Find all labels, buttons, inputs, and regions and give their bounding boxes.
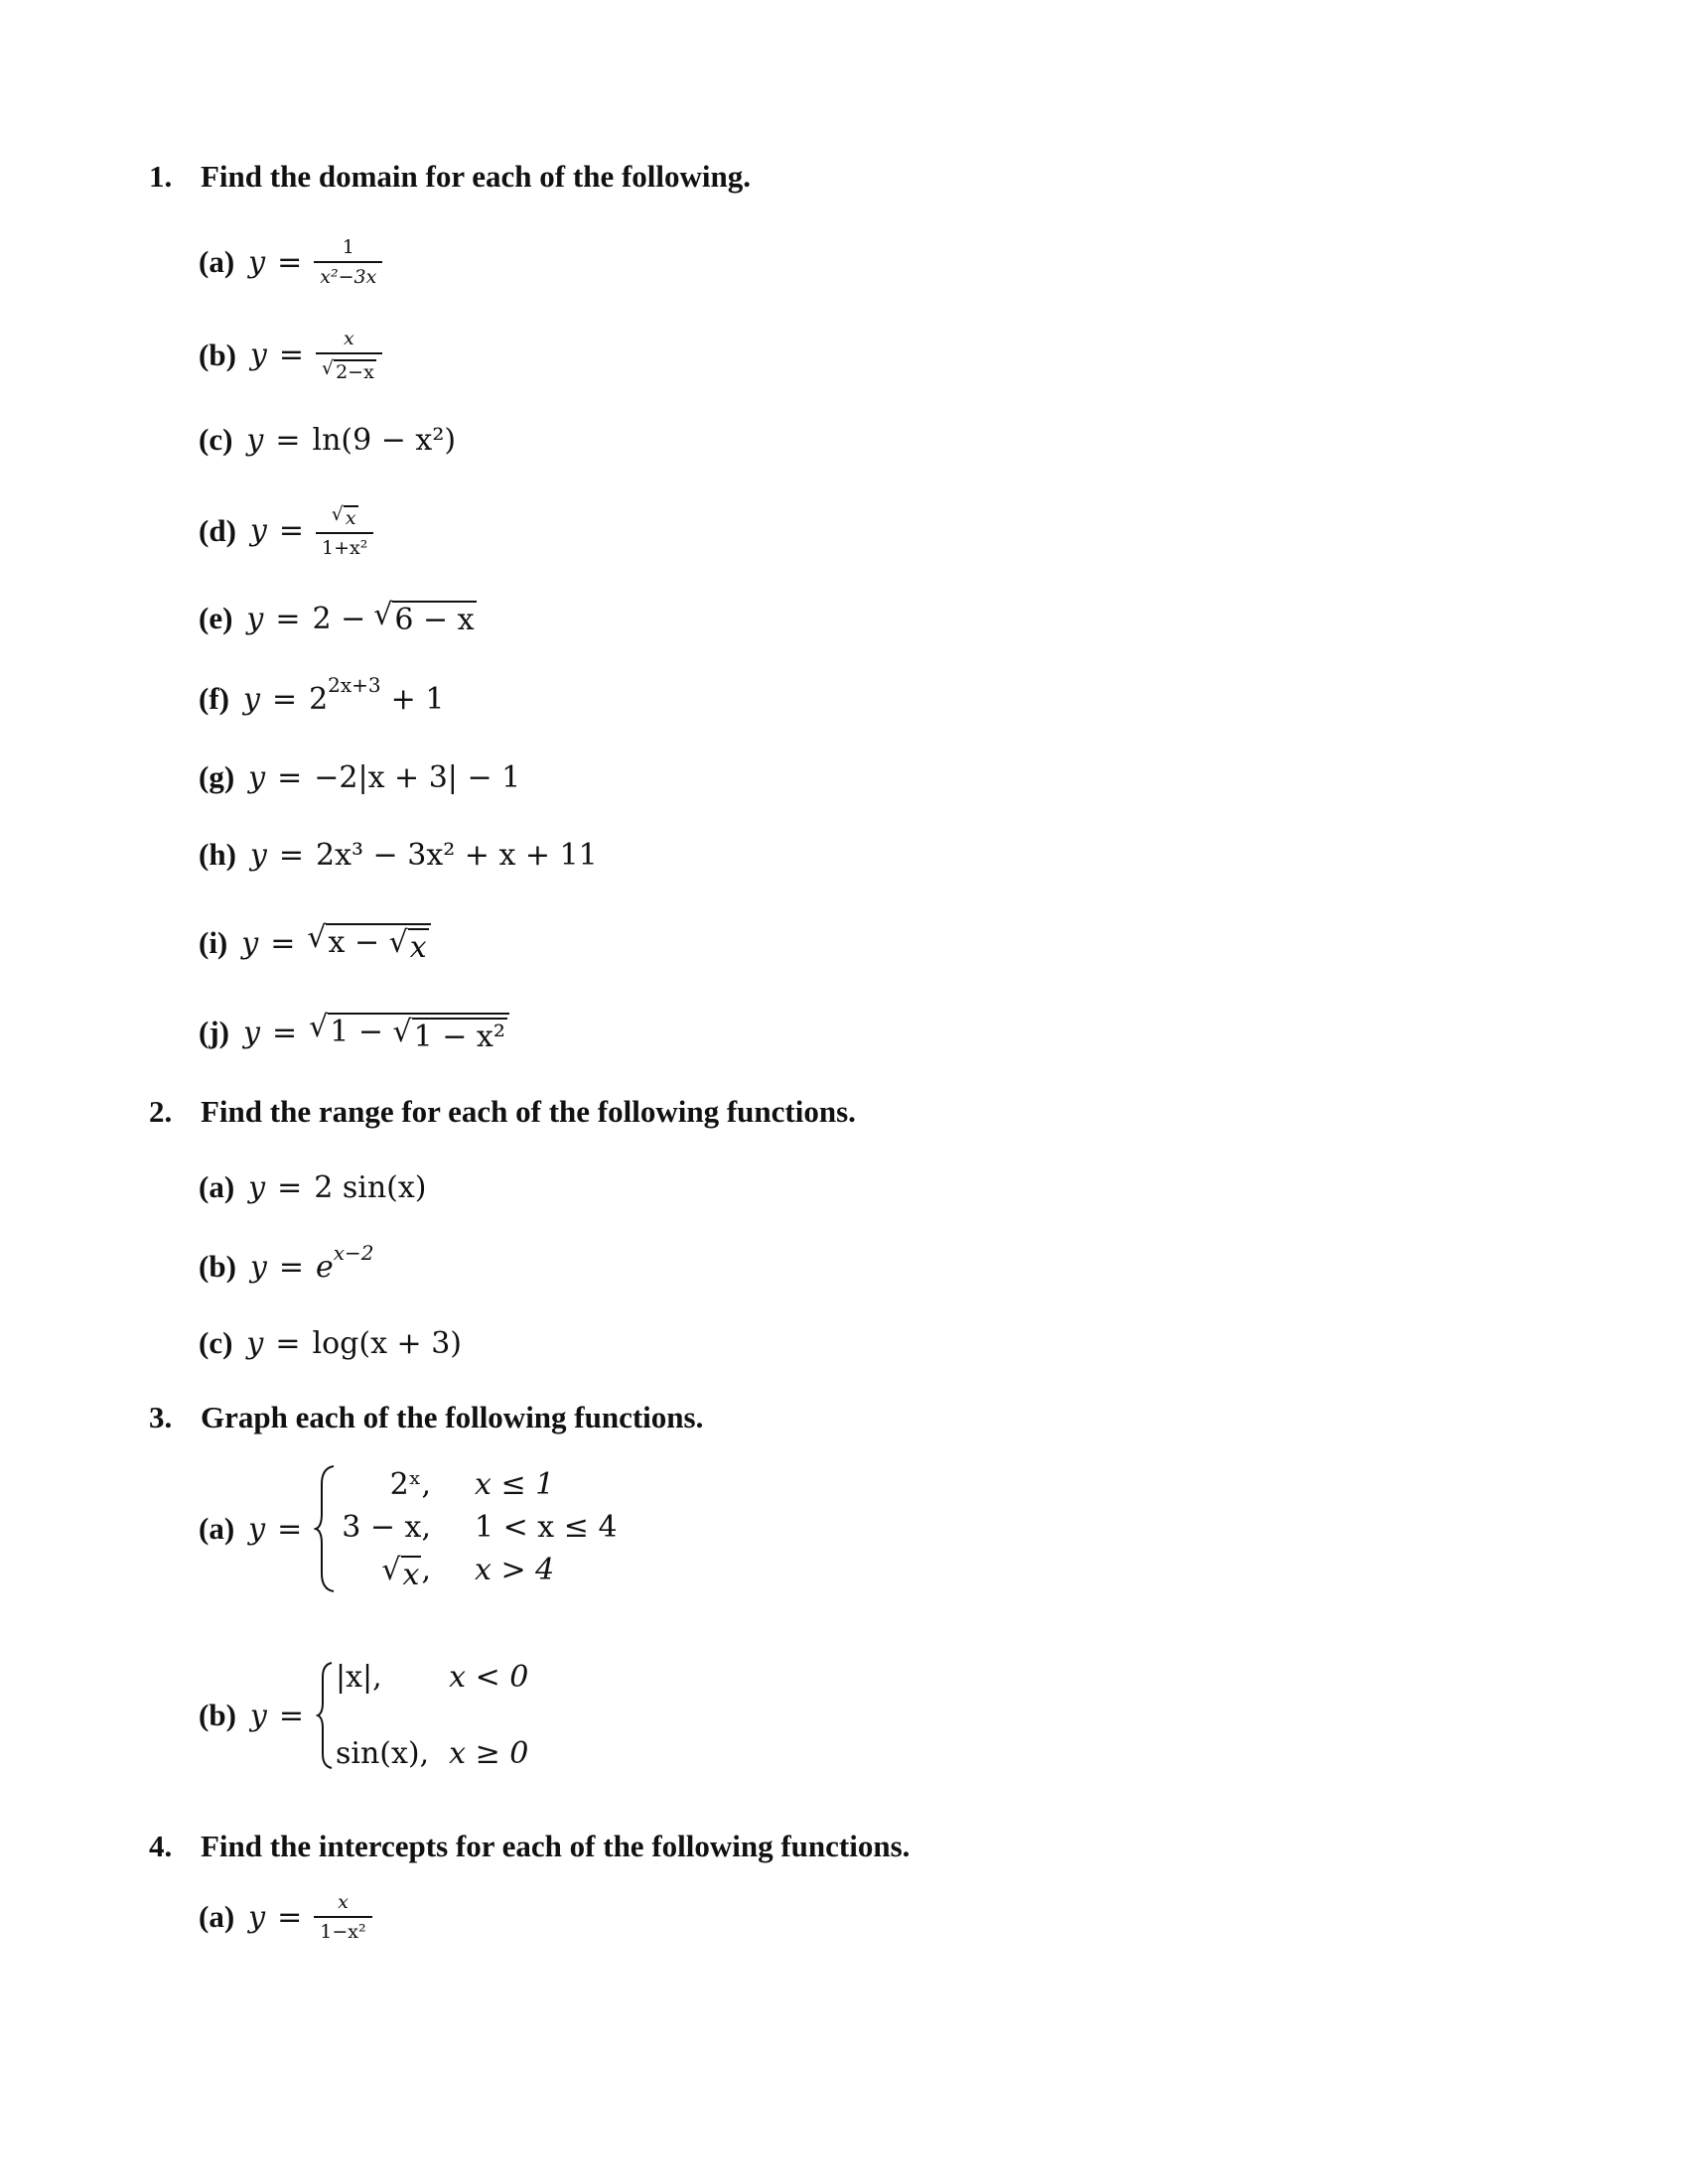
case-condition: x ≤ 1 [475, 1466, 555, 1502]
problem-label: (g) [199, 759, 235, 794]
radical-sign: √ [381, 1552, 401, 1587]
section-title: Find the intercepts for each of the following functions. [201, 1829, 911, 1863]
equals-sign: = [275, 422, 301, 458]
case-expression [342, 1553, 431, 1591]
case-expression: |x|, [335, 1660, 382, 1695]
fraction [314, 1891, 371, 1943]
var-y: y [249, 338, 267, 373]
radicand [326, 923, 430, 964]
outer-square-root [309, 1010, 509, 1054]
radical-sign: √ [392, 1015, 412, 1049]
var-y: y [249, 1249, 267, 1285]
equals-sign: = [271, 681, 298, 717]
equals-sign: = [278, 1698, 304, 1733]
expression: ln(9 − x²) [312, 422, 457, 458]
var-y: y [246, 422, 264, 458]
section-number: 3. [149, 1400, 173, 1434]
var-y: y [248, 1899, 266, 1935]
radical-sign: √ [321, 357, 335, 379]
numerator: x [338, 1891, 349, 1913]
section-number: 1. [149, 159, 173, 194]
radicand: x [402, 1557, 420, 1592]
case-condition: x < 0 [449, 1660, 529, 1695]
var-y: y [242, 1015, 260, 1050]
problem-3b [199, 1660, 528, 1771]
case-expression: sin(x), [335, 1736, 430, 1771]
problem-2b [199, 1241, 374, 1285]
problem-label: (j) [199, 1015, 229, 1050]
equals-sign: = [278, 1249, 304, 1285]
section-3-heading [149, 1400, 703, 1435]
equals-sign: = [277, 759, 303, 795]
radicand: x [345, 507, 356, 529]
problem-3a [199, 1464, 618, 1593]
equals-sign: = [277, 1511, 303, 1547]
radical-sign: √ [309, 1010, 329, 1044]
var-y: y [241, 925, 259, 961]
problem-2c [199, 1325, 462, 1361]
var-y: y [246, 1325, 264, 1361]
problem-label: (d) [199, 512, 236, 548]
problem-label: (c) [199, 422, 233, 457]
inner-square-root [392, 1015, 507, 1054]
var-y: y [249, 837, 267, 873]
problem-1j [199, 1010, 509, 1054]
exponent: 2x+3 [328, 673, 381, 697]
var-y: y [246, 601, 264, 636]
radicand: 2−x [336, 361, 374, 383]
inner-square-root [388, 925, 429, 965]
radicand [328, 1013, 509, 1053]
problem-1b [199, 328, 382, 383]
case-expression [342, 1510, 431, 1545]
denominator: 1−x² [314, 1916, 371, 1943]
section-title: Find the domain for each of the following. [201, 159, 751, 194]
problem-label: (a) [199, 1899, 235, 1934]
case-condition: x ≥ 0 [449, 1736, 529, 1771]
fraction [314, 236, 382, 288]
case-comma: , [421, 1552, 432, 1587]
inner-radicand: x [409, 930, 427, 965]
equals-sign: = [271, 1015, 298, 1050]
problem-label: (e) [199, 601, 233, 635]
expression: 2 sin(x) [314, 1169, 427, 1205]
section-4-heading [149, 1829, 910, 1864]
expression-prefix: 2 − [312, 601, 366, 636]
expression: −2|x + 3| − 1 [314, 759, 521, 795]
radicand-prefix: 1 − [330, 1015, 383, 1049]
equals-sign: = [275, 601, 301, 636]
section-title: Find the range for each of the following functions. [201, 1094, 856, 1129]
case-expr-text: 3 − x, [342, 1509, 432, 1545]
var-y: y [249, 1698, 267, 1733]
equals-sign: = [277, 1899, 303, 1935]
problem-1i [199, 920, 431, 965]
problem-label: (c) [199, 1325, 233, 1360]
section-1-heading [149, 159, 751, 195]
equals-sign: = [270, 925, 296, 961]
problem-label: (b) [199, 1249, 236, 1284]
problem-1h [199, 837, 598, 873]
expression: 2x³ − 3x² + x + 11 [315, 837, 598, 873]
problem-2a [199, 1169, 427, 1205]
power-base: e [315, 1249, 334, 1285]
problem-label: (f) [199, 681, 229, 716]
equals-sign: = [278, 837, 304, 873]
numerator [326, 503, 364, 532]
numerator: 1 [342, 236, 354, 258]
equals-sign: = [277, 1169, 303, 1205]
case-expression [342, 1467, 431, 1502]
problem-4a [199, 1891, 372, 1943]
radicand: 6 − x [394, 603, 475, 638]
denominator: x²−3x [314, 261, 382, 288]
fraction [316, 328, 382, 383]
piecewise-cases [336, 1660, 528, 1771]
left-brace [314, 1464, 336, 1593]
problem-1g [199, 759, 520, 795]
var-y: y [249, 513, 267, 549]
square-root [322, 359, 376, 383]
square-root [381, 1552, 421, 1592]
var-y: y [248, 1169, 266, 1205]
problem-label: (a) [199, 244, 235, 279]
problem-1f [199, 673, 445, 717]
var-y: y [242, 681, 260, 717]
fraction [316, 503, 373, 559]
inner-radicand: 1 − x² [413, 1020, 505, 1054]
problem-label: (b) [199, 337, 236, 372]
outer-square-root [307, 920, 430, 965]
square-root [373, 598, 476, 638]
left-brace [316, 1661, 334, 1770]
equals-sign: = [277, 244, 303, 280]
denominator [316, 352, 382, 383]
denominator: 1+x² [316, 532, 373, 559]
problem-1c [199, 422, 456, 458]
problem-1a [199, 236, 382, 288]
square-root [332, 505, 358, 529]
problem-label: (a) [199, 1511, 235, 1546]
var-y: y [248, 759, 266, 795]
var-y: y [248, 244, 266, 280]
section-number: 2. [149, 1094, 173, 1129]
case-expr-text: 2ˣ, [389, 1466, 432, 1502]
radical-sign: √ [373, 598, 393, 633]
radical-sign: √ [331, 503, 344, 525]
expression-suffix: + 1 [390, 681, 445, 717]
radicand-prefix: x − [328, 925, 380, 960]
expression: log(x + 3) [312, 1325, 462, 1361]
piecewise-cases [342, 1467, 617, 1591]
numerator: x [344, 328, 354, 349]
problem-label: (a) [199, 1169, 235, 1204]
power-base: 2 [309, 681, 329, 717]
problem-1e [199, 598, 477, 638]
section-title: Graph each of the following functions. [201, 1400, 704, 1434]
section-2-heading [149, 1094, 856, 1130]
equals-sign: = [278, 338, 304, 373]
problem-label: (b) [199, 1698, 236, 1732]
var-y: y [248, 1511, 266, 1547]
equals-sign: = [275, 1325, 301, 1361]
section-number: 4. [149, 1829, 173, 1863]
exponent: x−2 [333, 1241, 374, 1265]
problem-label: (i) [199, 925, 228, 961]
problem-label: (h) [199, 837, 236, 872]
case-condition: x > 4 [475, 1552, 555, 1587]
radical-sign: √ [388, 925, 408, 960]
radical-sign: √ [307, 920, 327, 955]
equals-sign: = [278, 513, 304, 549]
problem-1d [199, 503, 373, 559]
case-condition: 1 < x ≤ 4 [475, 1509, 618, 1545]
